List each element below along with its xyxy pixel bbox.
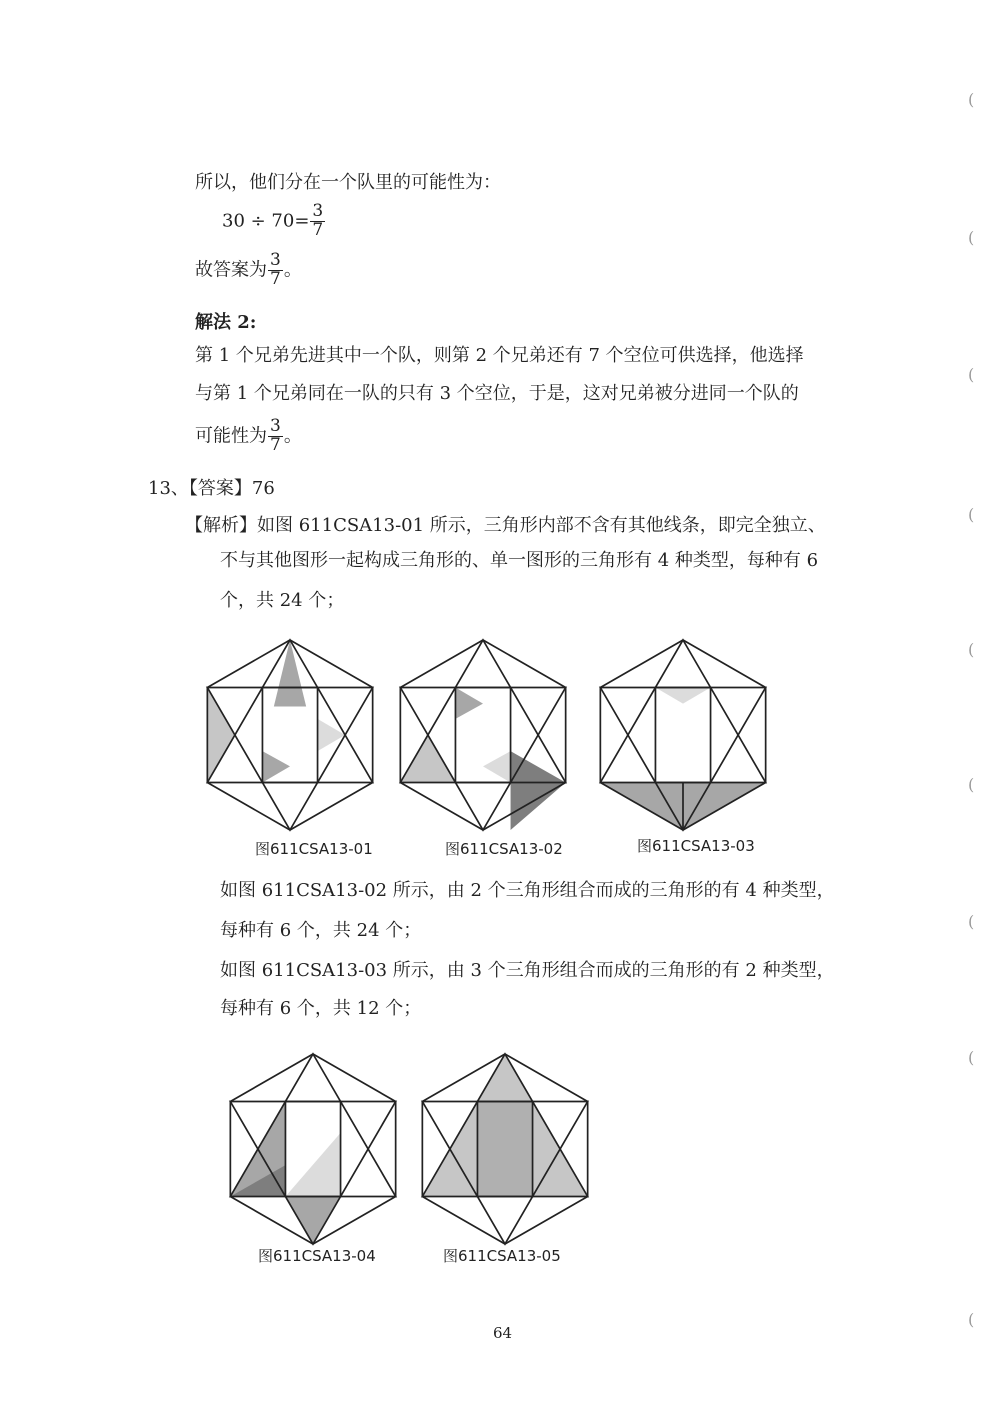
- question13-answer: 13、【答案】76: [148, 478, 275, 499]
- binding-mark: (: [968, 775, 975, 794]
- binding-mark: (: [968, 228, 975, 247]
- binding-mark: (: [968, 640, 975, 659]
- equation-line: [222, 203, 326, 240]
- analysis-line2: 不与其他图形一起构成三角形的、单一图形的三角形有 4 种类型，每种有 6: [220, 550, 819, 571]
- solution2-title: 解法 2:: [195, 312, 257, 333]
- para2-line1: 如图 611CSA13-02 所示，由 2 个三角形组合而成的三角形的有 4 种类型，: [220, 880, 835, 901]
- solution2-line3: 可能性为 $\frac{3}{7}$ 。: [195, 416, 302, 455]
- page-number: 64: [493, 1324, 513, 1342]
- binding-mark: (: [968, 1310, 975, 1329]
- caption-04: 图611CSA13-04: [258, 1247, 376, 1265]
- figure-611csa13-01: [195, 630, 385, 840]
- para3-line1: 如图 611CSA13-03 所示，由 3 个三角形组合而成的三角形的有 2 种类型，: [220, 960, 835, 981]
- solution2-line1: 第 1 个兄弟先进其中一个队，则第 2 个兄弟还有 7 个空位可供选择，他选择: [195, 345, 804, 366]
- caption-02: 图611CSA13-02: [445, 840, 563, 858]
- conclusion-text: 所以，他们分在一个队里的可能性为：: [195, 172, 501, 193]
- binding-mark: (: [968, 505, 975, 524]
- figure-611csa13-03: [588, 630, 778, 840]
- caption-01: 图611CSA13-01: [255, 840, 373, 858]
- caption-05: 图611CSA13-05: [443, 1247, 561, 1265]
- fraction-3-7: $\frac{3}{7}$: [312, 201, 324, 240]
- para3-line2: 每种有 6 个，共 12 个；: [220, 998, 422, 1019]
- answer-line: 故答案为 $\frac{3}{7}$ 。: [195, 250, 302, 289]
- probability-fraction: $\frac{3}{7}$: [270, 416, 281, 455]
- binding-mark: (: [968, 90, 975, 109]
- binding-mark: (: [968, 912, 975, 931]
- analysis-line1: 【解析】如图 611CSA13-01 所示，三角形内部不含有其他线条，即完全独立、: [185, 515, 826, 536]
- analysis-line3: 个，共 24 个；: [220, 590, 345, 611]
- para2-line2: 每种有 6 个，共 24 个；: [220, 920, 422, 941]
- answer-fraction: $\frac{3}{7}$: [270, 250, 281, 289]
- equation-text: 30 ÷ 70=: [222, 210, 310, 232]
- figure-611csa13-04: [218, 1044, 408, 1254]
- caption-03: 图611CSA13-03: [637, 837, 755, 855]
- binding-mark: (: [968, 365, 975, 384]
- binding-mark: (: [968, 1048, 975, 1067]
- figure-611csa13-05: [410, 1044, 600, 1254]
- figure-611csa13-02: [388, 630, 578, 840]
- answer-prefix: 故答案为: [195, 259, 267, 281]
- solution2-line2: 与第 1 个兄弟同在一队的只有 3 个空位，于是，这对兄弟被分进同一个队的: [195, 383, 799, 404]
